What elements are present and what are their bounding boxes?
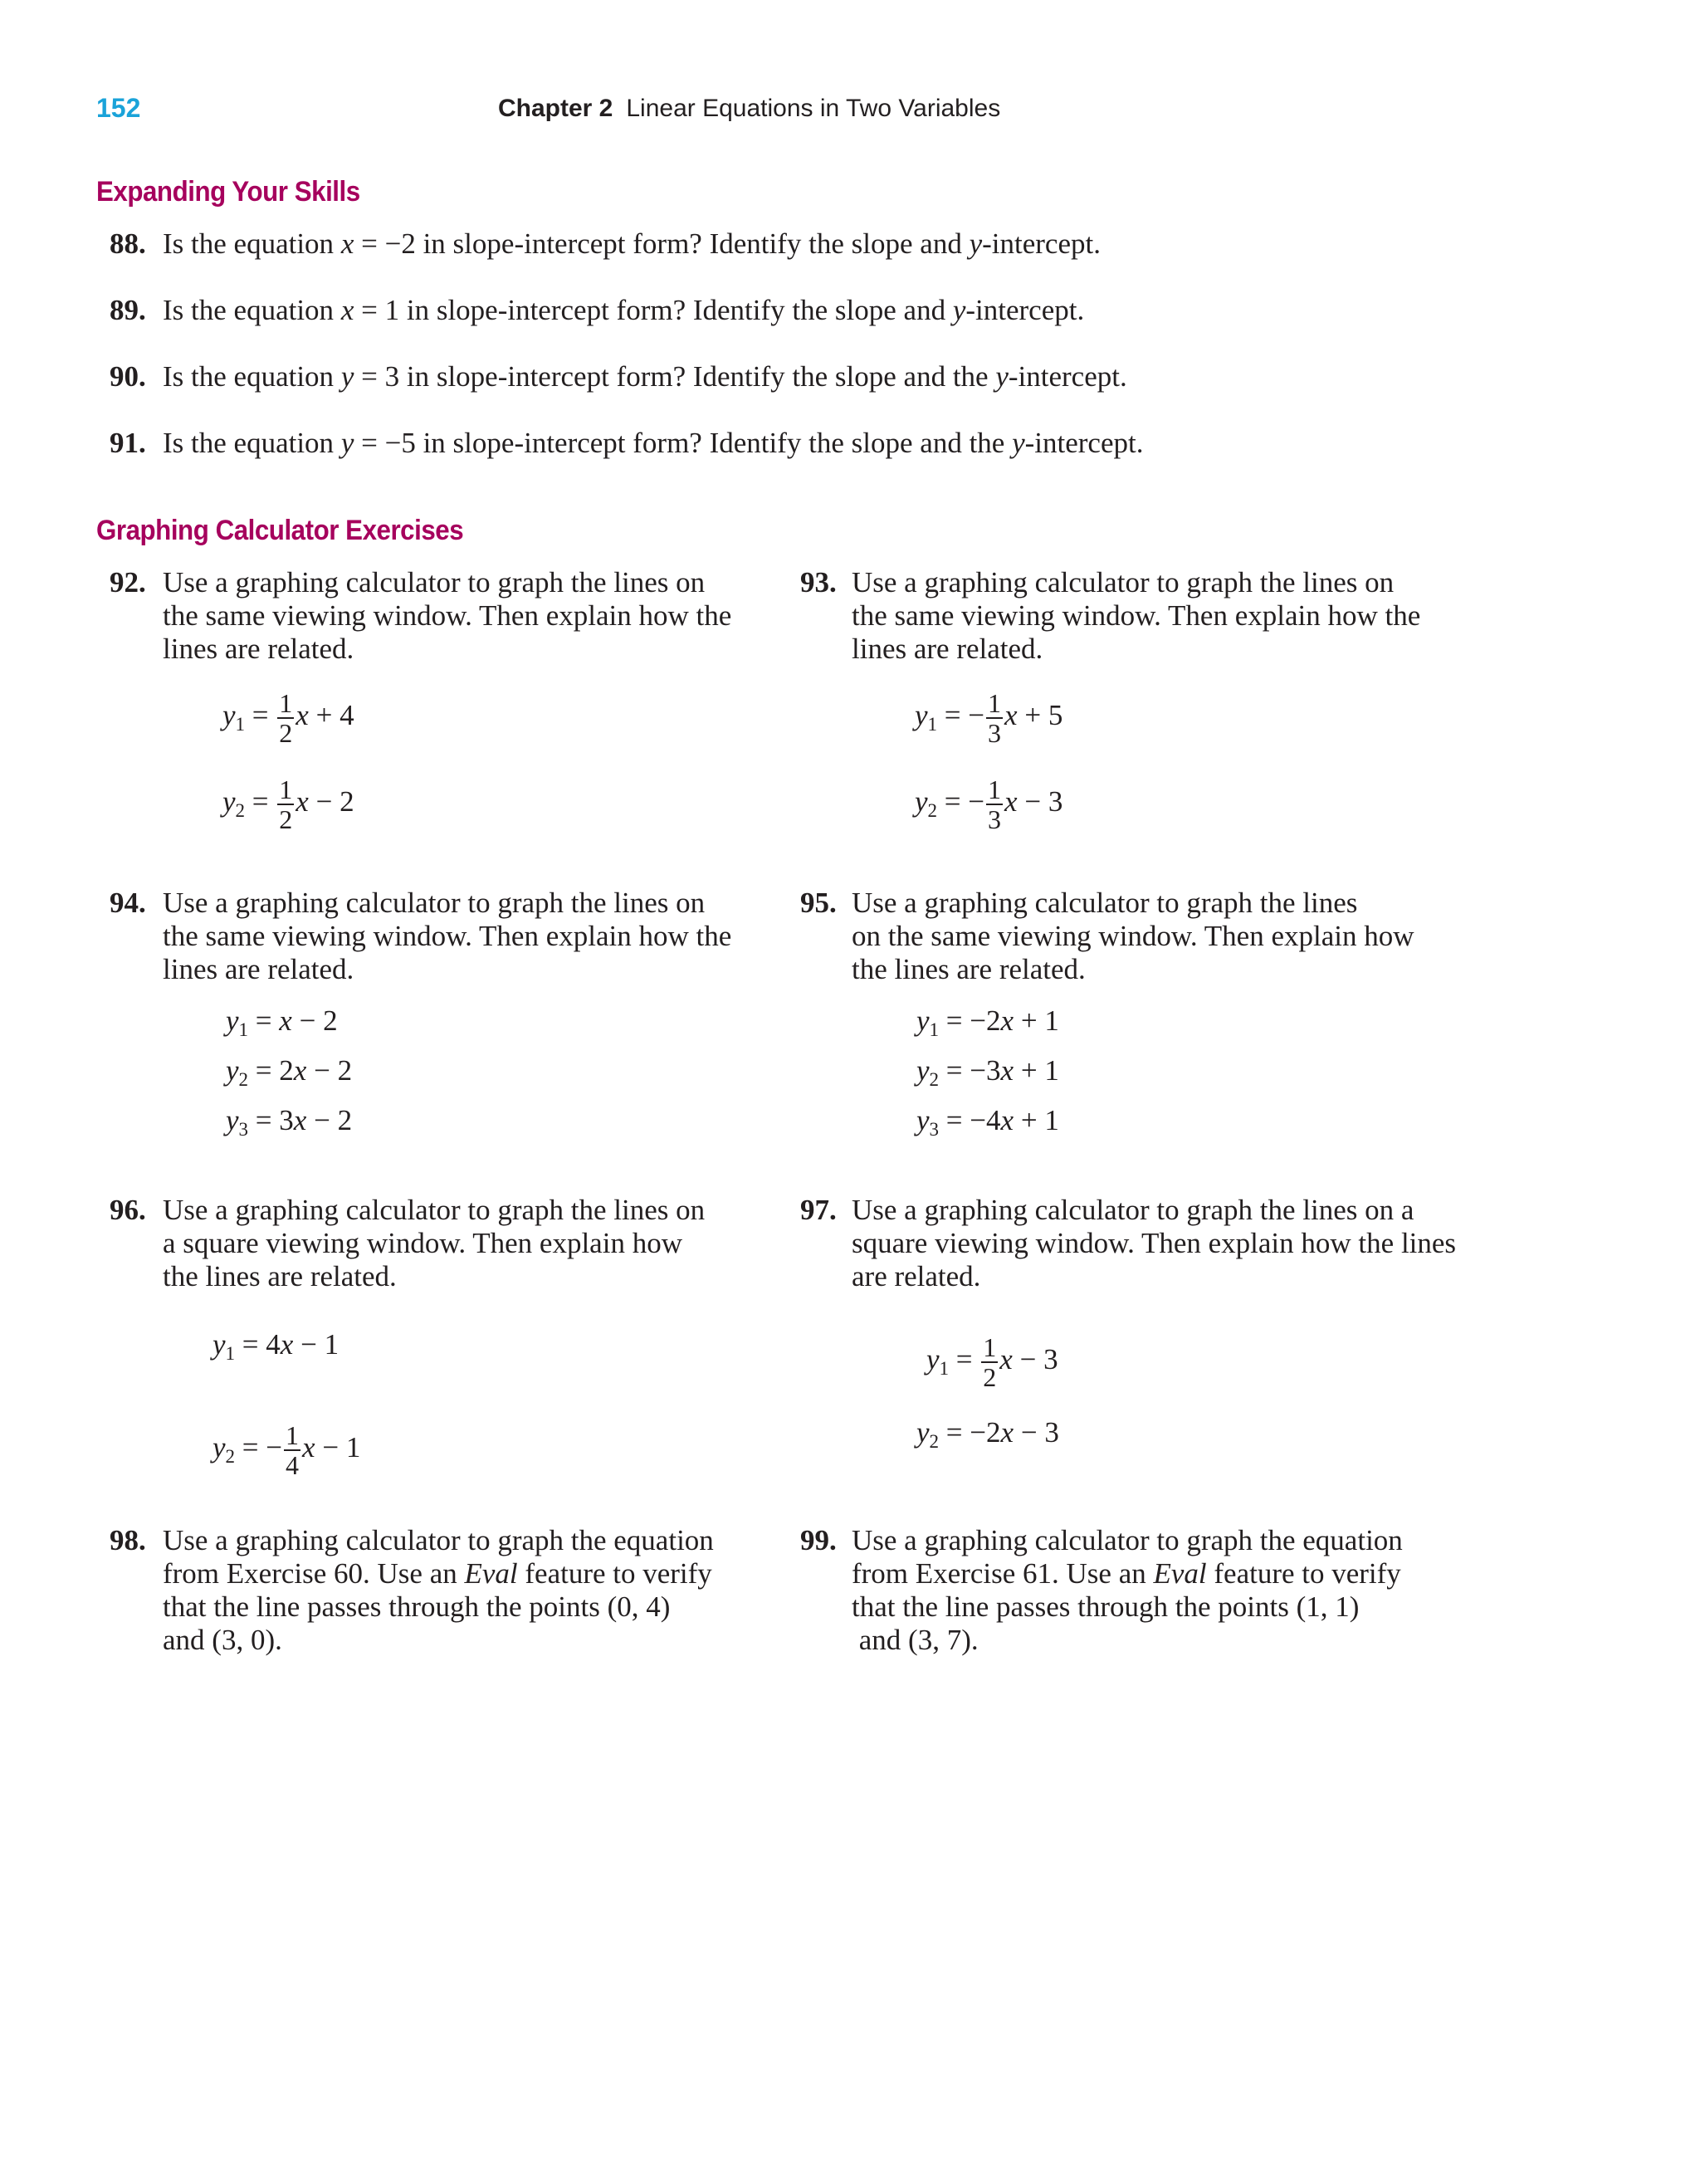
fraction: $\frac{1}{2}$ (983, 1332, 997, 1392)
exercise-number: 95. (800, 887, 837, 919)
exercise-number: 88. (110, 227, 146, 260)
exercise-text: Use a graphing calculator to graph the lines on a square viewing window. Then explain how the lines are related. (163, 1194, 706, 1292)
chapter-title: Linear Equations in Two Variables (626, 95, 1001, 122)
exercise-number: 93. (800, 566, 837, 599)
exercise-number: 91. (110, 427, 146, 459)
exercise-number: 92. (110, 566, 146, 599)
section-heading-graphing: Graphing Calculator Exercises (96, 515, 464, 546)
exercise-number: 94. (110, 887, 146, 919)
exercise-text: Is the equation x = 1 in slope-intercept form? Identify the slope and y-intercept. (163, 294, 1085, 326)
fraction: $\frac{1}{3}$ (988, 688, 1002, 748)
exercise-number: 90. (110, 360, 146, 393)
fraction: $\frac{1}{2}$ (279, 774, 293, 834)
equation-94-y3: $y_3 = 3x - 2$ (226, 1104, 353, 1140)
exercise-text: Use a graphing calculator to graph the lines on the same viewing window. Then explain how the lines are related. (163, 887, 732, 985)
exercise-number: 97. (800, 1194, 837, 1226)
section-heading-expanding: Expanding Your Skills (96, 176, 360, 208)
page-number: 152 (96, 93, 141, 123)
equation-92-y1: $y_1$ = $\frac{1}{2}$ x + 4 (222, 688, 354, 748)
exercise-text: Use a graphing calculator to graph the equation from Exercise 61. Use an Eval feature to verify that the line passes through the points (1, 1) and (3, 7). (852, 1524, 1403, 1656)
equation-94-y2: $y_2 = 2x - 2$ (226, 1054, 353, 1090)
exercise-number: 96. (110, 1194, 146, 1226)
exercise-text: Is the equation x = −2 in slope-intercept form? Identify the slope and y-intercept. (163, 227, 1101, 260)
chapter-label: Chapter 2 (498, 95, 613, 122)
fraction: $\frac{1}{4}$ (286, 1420, 300, 1480)
exercise-number: 89. (110, 294, 146, 326)
equation-97-y2: $y_2 = -2x - 3$ (916, 1416, 1059, 1452)
exercise-text: Is the equation y = 3 in slope-intercept form? Identify the slope and the y-intercept. (163, 360, 1127, 393)
equation-97-y1: $y_1$ = $\frac{1}{2}$ x − 3 (926, 1332, 1058, 1392)
running-head (498, 95, 1000, 123)
equation-96-y2: $y_2$ = − $\frac{1}{4}$ x − 1 (212, 1420, 361, 1480)
exercise-text: Use a graphing calculator to graph the lines on the same viewing window. Then explain how the lines are related. (852, 566, 1421, 665)
equation-93-y2: $y_2$ = − $\frac{1}{3}$ x − 3 (915, 774, 1063, 834)
equation-92-y2: $y_2$ = $\frac{1}{2}$ x − 2 (222, 774, 354, 834)
equation-94-y1: $y_1 = x - 2$ (226, 1004, 338, 1040)
exercise-text: Use a graphing calculator to graph the lines on a square viewing window. Then explain how the lines are related. (852, 1194, 1457, 1292)
equation-93-y1: $y_1$ = − $\frac{1}{3}$ x + 5 (915, 688, 1063, 748)
equation-96-y1: $y_1 = 4x - 1$ (212, 1328, 340, 1364)
exercise-number: 99. (800, 1524, 837, 1556)
fraction: $\frac{1}{3}$ (988, 774, 1002, 834)
equation-95-y1: $y_1 = -2x + 1$ (916, 1004, 1059, 1040)
exercise-text: Use a graphing calculator to graph the equation from Exercise 60. Use an Eval feature to verify that the line passes through the points (0, 4) and (3, 0). (163, 1524, 714, 1656)
exercise-text: Use a graphing calculator to graph the lines on the same viewing window. Then explain how the lines are related. (852, 887, 1414, 985)
exercise-text: Use a graphing calculator to graph the lines on the same viewing window. Then explain how the lines are related. (163, 566, 732, 665)
fraction: $\frac{1}{2}$ (279, 688, 293, 748)
equation-95-y2: $y_2 = -3x + 1$ (916, 1054, 1059, 1090)
equation-95-y3: $y_3 = -4x + 1$ (916, 1104, 1059, 1140)
exercise-number: 98. (110, 1524, 146, 1556)
exercise-text: Is the equation y = −5 in slope-intercept form? Identify the slope and the y-intercept. (163, 427, 1144, 459)
